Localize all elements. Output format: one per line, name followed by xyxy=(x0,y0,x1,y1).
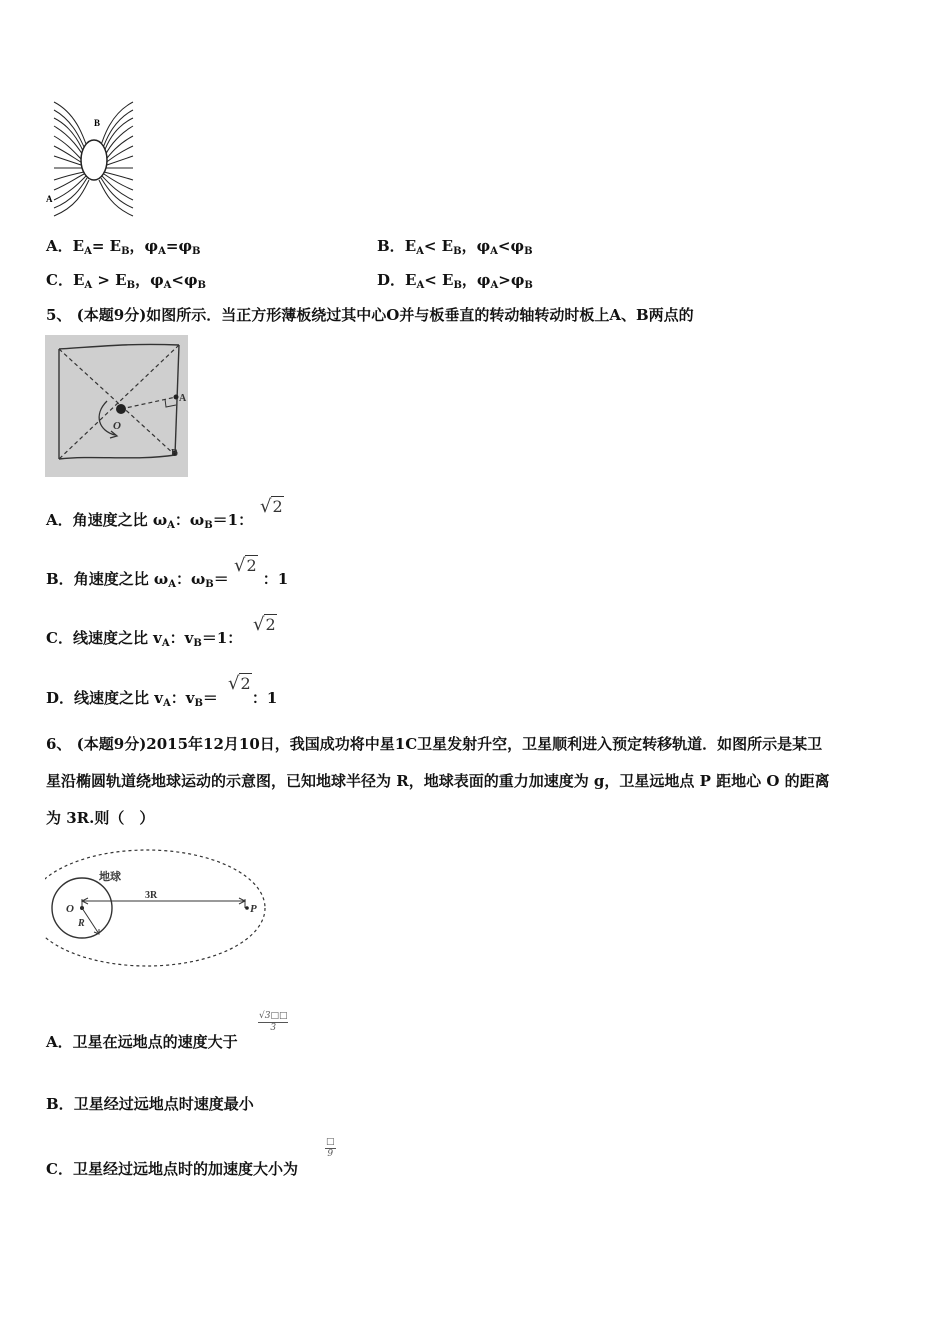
figure-label-b: B xyxy=(171,448,178,459)
sqrt-2: √2 xyxy=(234,555,257,576)
q4-option-b[interactable]: B．$E_A< E_B$，$\varphi_A<\varphi_B$ xyxy=(377,237,533,257)
sqrt-2: √2 xyxy=(260,496,283,517)
figure-label-earth: 地球 xyxy=(99,870,121,883)
q5-option-a[interactable]: A．角速度之比 $\omega_A$：$\omega_B=1$： xyxy=(46,511,254,531)
satellite-orbit-figure xyxy=(45,846,270,971)
q4-option-c[interactable]: C．$E_A > E_B$，$\varphi_A<\varphi_B$ xyxy=(46,271,206,291)
rotating-plate-figure xyxy=(45,335,188,477)
q5-option-c[interactable]: C．线速度之比 $v_A$：$v_B=1$： xyxy=(46,629,243,649)
q4-option-a[interactable]: A．$E_A= E_B$，$\varphi_A=\varphi_B$ xyxy=(46,237,201,257)
figure-label-3r: 3R xyxy=(145,890,158,901)
q4-option-d[interactable]: D．$E_A< E_B$，$\varphi_A>\varphi_B$ xyxy=(377,271,533,291)
figure-label-b: B xyxy=(94,118,101,128)
electric-field-figure xyxy=(46,96,141,224)
q5-option-d[interactable]: D．线速度之比 $v_A$：$v_B=$ ：1 xyxy=(46,689,278,709)
q6-stem-line-2: 星沿椭圆轨道绕地球运动的示意图，已知地球半径为 R，地球表面的重力加速度为 g，卫星远地点 P 距地心 O 的距离 xyxy=(46,772,830,790)
fraction-expression: $\frac{√3□□}{3}$ xyxy=(259,1011,288,1033)
figure-label-p: P xyxy=(250,903,257,915)
q6-stem-line-1: 6、 (本题9分)2015年12月10日，我国成功将中星1C卫星发射升空，卫星顺利进入预定转移轨道．如图所示是某卫 xyxy=(46,735,823,753)
q6-option-a[interactable]: A．卫星在远地点的速度大于 xyxy=(46,1033,238,1051)
q5-stem: 5、 (本题9分)如图所示．当正方形薄板绕过其中心O并与板垂直的转动轴转动时板上A、B两点的 xyxy=(46,306,694,324)
fraction-expression: □ 9 xyxy=(326,1137,335,1159)
q6-option-c[interactable]: C．卫星经过远地点时的加速度大小为 xyxy=(46,1160,298,1178)
q6-stem-line-3: 为 3R.则（ ） xyxy=(46,809,155,827)
q5-option-b[interactable]: B．角速度之比 $\omega_A$：$\omega_B=$ ：1 xyxy=(46,570,289,590)
figure-label-a: A xyxy=(46,194,53,204)
figure-label-a: A xyxy=(179,393,187,404)
figure-label-o: O xyxy=(113,420,121,432)
figure-label-o: O xyxy=(66,903,74,915)
figure-label-r: R xyxy=(78,918,85,929)
sqrt-2: √2 xyxy=(253,614,276,635)
q6-option-b[interactable]: B．卫星经过远地点时速度最小 xyxy=(46,1095,254,1113)
sqrt-2: √2 xyxy=(228,673,251,694)
